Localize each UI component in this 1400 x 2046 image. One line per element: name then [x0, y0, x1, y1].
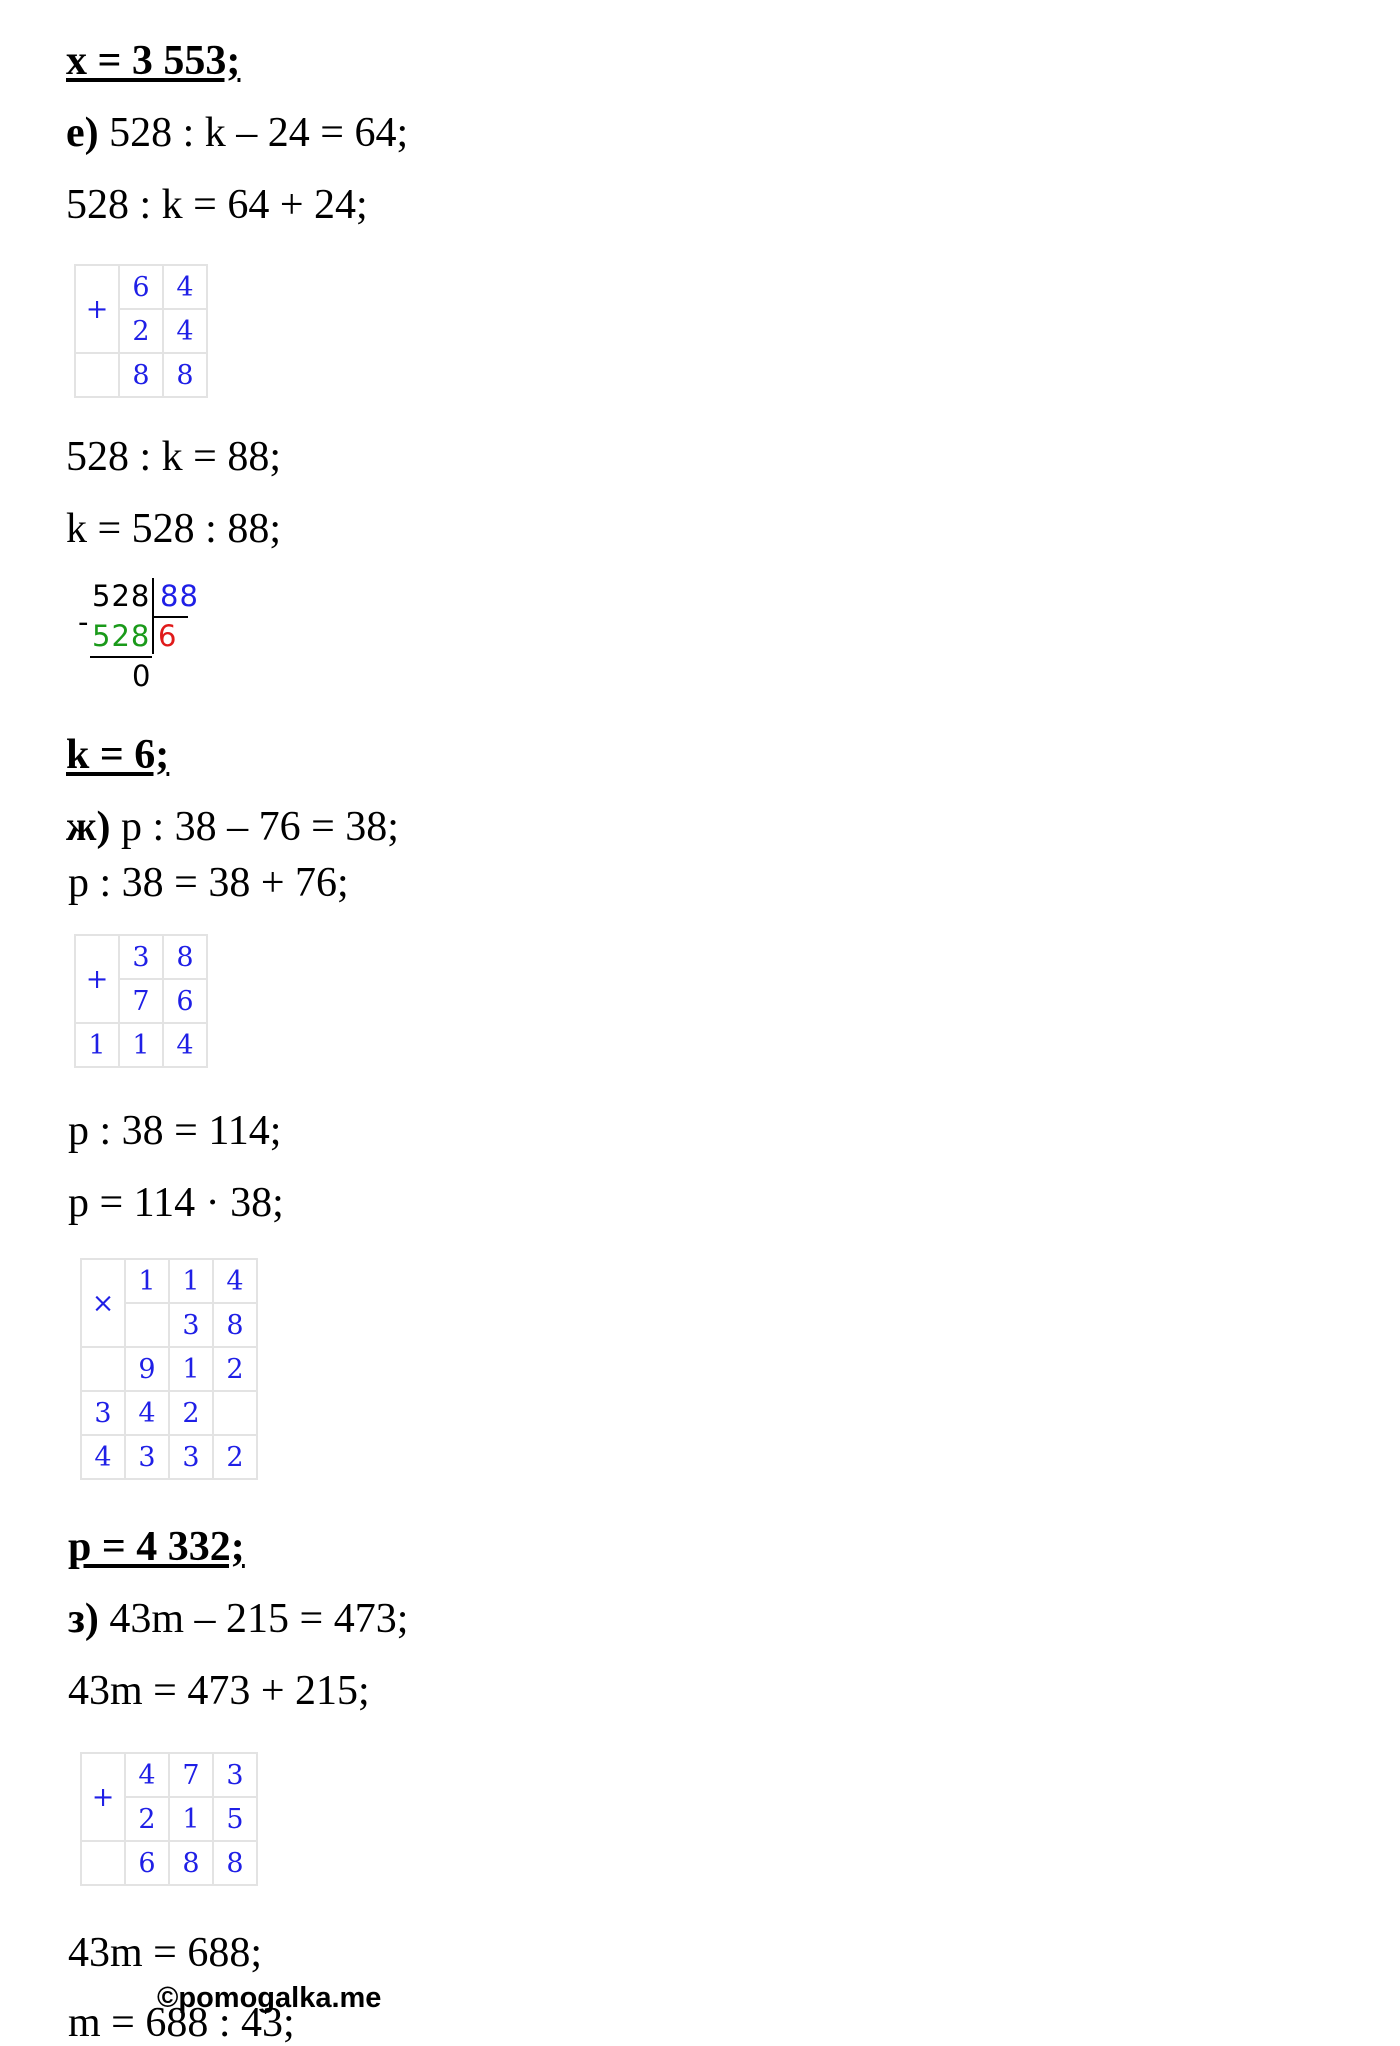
equation-zh-step2: p : 38 = 114;: [68, 1108, 282, 1154]
grid-cell: 2: [125, 1797, 169, 1841]
equation-z: [68, 1598, 408, 1640]
grid-cell: 4: [81, 1435, 125, 1479]
equation-e: [66, 112, 408, 154]
grid-cell: 9: [125, 1347, 169, 1391]
grid-cell: 3: [81, 1391, 125, 1435]
grid-cell: [75, 353, 119, 397]
multiplication-grid-114-38: [80, 1258, 258, 1480]
grid-cell: 4: [125, 1391, 169, 1435]
grid-cell: 2: [213, 1347, 257, 1391]
plus-sign: +: [75, 935, 119, 1023]
division-bracket-line: [154, 616, 188, 618]
equation-zh-step3: p = 114 · 38;: [68, 1180, 284, 1226]
plus-sign: +: [75, 265, 119, 353]
division-minus: -: [78, 605, 90, 639]
grid-cell: 4: [163, 1023, 207, 1067]
equation-z-step2: 43m = 688;: [68, 1930, 263, 1976]
answer-k: k = 6;: [66, 732, 170, 778]
grid-cell: 2: [119, 309, 163, 353]
grid-cell: 8: [169, 1841, 213, 1885]
addition-grid-64-24: [74, 264, 208, 398]
grid-cell: 4: [125, 1753, 169, 1797]
equation-z-step1: 43m = 473 + 215;: [68, 1668, 370, 1714]
grid-cell: 3: [213, 1753, 257, 1797]
grid-cell: 7: [119, 979, 163, 1023]
long-division-528-88: [72, 578, 212, 693]
division-quotient: 6: [158, 619, 178, 653]
division-dividend: 528: [92, 579, 151, 613]
answer-p: p = 4 332;: [68, 1524, 245, 1570]
equation-e-step1: 528 : k = 64 + 24;: [66, 182, 368, 228]
addition-grid-473-215: [80, 1752, 258, 1886]
grid-cell: 4: [213, 1259, 257, 1303]
grid-cell: 3: [125, 1435, 169, 1479]
equation-e-step2: 528 : k = 88;: [66, 434, 282, 480]
equation-z-text: 43m – 215 = 473;: [109, 1596, 409, 1642]
grid-cell: [81, 1347, 125, 1391]
grid-cell: 1: [125, 1259, 169, 1303]
division-remainder: 0: [132, 659, 152, 693]
equation-zh: [66, 806, 399, 848]
grid-cell: 6: [125, 1841, 169, 1885]
watermark: ©pomogalka.me: [157, 1982, 382, 2014]
division-divisor: 88: [160, 579, 199, 613]
grid-cell: 4: [163, 265, 207, 309]
grid-cell: 8: [119, 353, 163, 397]
division-subtraction-line: [90, 656, 152, 658]
grid-cell: [81, 1841, 125, 1885]
grid-cell: 1: [119, 1023, 163, 1067]
equation-z-step3: m = 688 : 43;: [68, 2000, 295, 2046]
grid-cell: 1: [75, 1023, 119, 1067]
grid-cell: 1: [169, 1347, 213, 1391]
grid-cell: 6: [163, 979, 207, 1023]
answer-x: x = 3 553;: [66, 38, 241, 84]
grid-cell: [125, 1303, 169, 1347]
grid-cell: 7: [169, 1753, 213, 1797]
item-label-e: е): [66, 110, 99, 156]
equation-e-step3: k = 528 : 88;: [66, 506, 282, 552]
item-label-zh: ж): [66, 804, 111, 850]
equation-e-text: 528 : k – 24 = 64;: [109, 110, 409, 156]
equation-zh-text: p : 38 – 76 = 38;: [120, 804, 399, 850]
addition-grid-38-76: [74, 934, 208, 1068]
grid-cell: 3: [169, 1303, 213, 1347]
multiply-sign: ×: [81, 1259, 125, 1347]
grid-cell: 4: [163, 309, 207, 353]
grid-cell: 6: [119, 265, 163, 309]
grid-cell: 2: [213, 1435, 257, 1479]
grid-cell: 8: [163, 353, 207, 397]
grid-cell: [213, 1391, 257, 1435]
grid-cell: 1: [169, 1797, 213, 1841]
grid-cell: 8: [213, 1303, 257, 1347]
item-label-z: з): [68, 1596, 99, 1642]
grid-cell: 3: [119, 935, 163, 979]
grid-cell: 2: [169, 1391, 213, 1435]
grid-cell: 1: [169, 1259, 213, 1303]
grid-cell: 3: [169, 1435, 213, 1479]
grid-cell: 5: [213, 1797, 257, 1841]
division-product: 528: [92, 619, 151, 653]
plus-sign: +: [81, 1753, 125, 1841]
equation-zh-step1: p : 38 = 38 + 76;: [68, 860, 349, 906]
grid-cell: 8: [213, 1841, 257, 1885]
grid-cell: 8: [163, 935, 207, 979]
